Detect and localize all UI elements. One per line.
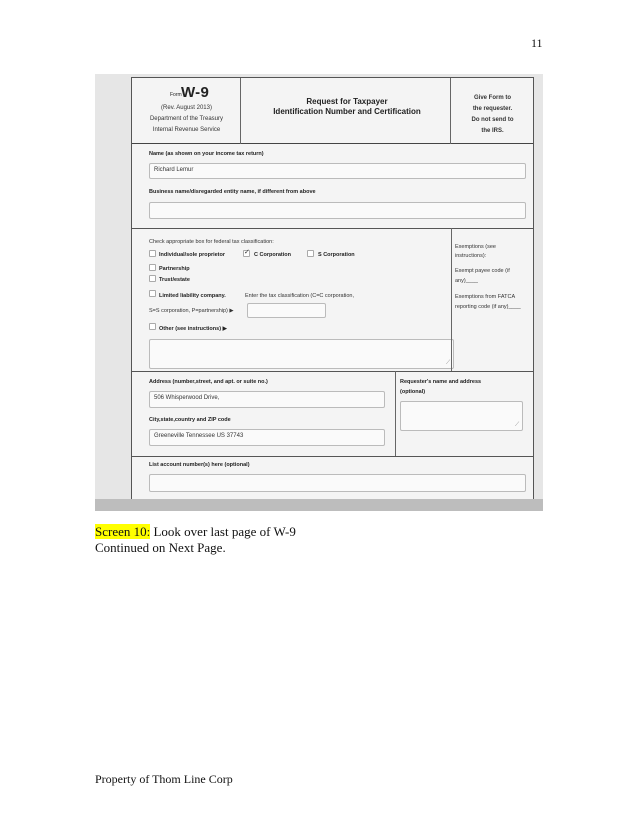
llc-classification-note: S=S corporation, P=partnership) ▶ xyxy=(149,308,234,314)
partnership-checkbox[interactable] xyxy=(149,264,156,271)
llc-note: Enter the tax classification (C=C corporation, xyxy=(245,293,354,299)
exemptions-label: Exemptions (see xyxy=(455,244,496,250)
screen-description: Look over last page of W-9 xyxy=(150,524,296,539)
trust-estate-checkbox[interactable] xyxy=(149,275,156,282)
account-label: List account number(s) here (optional) xyxy=(149,462,250,468)
address-label: Address (number,street, and apt. or suite no.) xyxy=(149,379,268,385)
exemptions-instructions: instructions): xyxy=(455,253,487,259)
llc-label: Limited liability company. xyxy=(159,293,226,299)
s-corporation-label: S Corporation xyxy=(318,252,355,258)
resize-grip-icon[interactable]: ⟋ xyxy=(446,360,451,366)
exempt-payee-code: any)____ xyxy=(455,278,478,284)
screen-label: Screen 10: xyxy=(95,524,151,539)
resize-grip-icon[interactable]: ⟋ xyxy=(515,422,520,428)
fatca-label: Exemptions from FATCA xyxy=(455,294,516,300)
give-form-note: Give Form to the requester. Do not send to the IRS. xyxy=(450,78,533,144)
caption-line-1 xyxy=(95,524,296,540)
llc-classification-input[interactable] xyxy=(247,303,326,318)
requester-divider xyxy=(395,371,396,456)
fatca-code: reporting code (if any)____ xyxy=(455,304,521,310)
exemptions-divider xyxy=(451,228,452,371)
page-number: 11 xyxy=(531,36,543,50)
address-input[interactable]: 506 Whisperwood Drive, xyxy=(149,391,385,408)
individual-checkbox[interactable] xyxy=(149,250,156,257)
caption xyxy=(95,524,296,556)
c-corporation-label: C Corporation xyxy=(254,252,291,258)
requester-optional: (optional) xyxy=(400,389,426,395)
name-label: Name (as shown on your income tax return) xyxy=(149,151,264,157)
form-title: Request for Taxpayer Identification Number and Certification xyxy=(273,97,421,116)
other-description-input[interactable] xyxy=(149,339,454,369)
name-input[interactable]: Richard Lemur xyxy=(149,163,526,179)
page-footer: Property of Thom Line Corp xyxy=(95,772,233,786)
section-divider xyxy=(132,371,533,372)
form-id-block xyxy=(132,78,241,144)
partnership-label: Partnership xyxy=(159,266,190,272)
classification-label: Check appropriate box for federal tax classification: xyxy=(149,239,274,245)
form-irs: Internal Revenue Service xyxy=(152,127,221,133)
s-corporation-checkbox[interactable] xyxy=(307,250,314,257)
form-header xyxy=(132,78,533,144)
form-department: Department of the Treasury xyxy=(149,116,224,122)
screenshot-bottom-bar xyxy=(95,499,543,511)
city-input[interactable]: Greeneville Tennessee US 37743 xyxy=(149,429,385,446)
llc-checkbox[interactable] xyxy=(149,290,156,297)
account-input[interactable] xyxy=(149,474,526,492)
w9-form xyxy=(131,77,534,501)
city-label: City,state,country and ZIP code xyxy=(149,417,231,423)
section-divider xyxy=(132,456,533,457)
form-revision: (Rev. August 2013) xyxy=(161,105,212,111)
form-word: Form xyxy=(170,92,182,98)
business-name-label: Business name/disregarded entity name, if different from above xyxy=(149,189,316,195)
other-checkbox[interactable] xyxy=(149,323,156,330)
other-label: Other (see instructions) ▶ xyxy=(159,326,227,332)
requester-label: Requester's name and address xyxy=(400,379,482,385)
section-divider xyxy=(132,228,533,229)
form-number: W-9 xyxy=(181,84,210,101)
c-corporation-checkbox[interactable] xyxy=(243,250,250,257)
exempt-payee-label: Exempt payee code (if xyxy=(455,268,510,274)
trust-estate-label: Trust/estate xyxy=(159,277,190,283)
business-name-input[interactable] xyxy=(149,202,526,219)
individual-label: Individual/sole proprietor xyxy=(159,252,226,258)
continued-note: Continued on Next Page. xyxy=(95,540,226,555)
requester-input[interactable] xyxy=(400,401,523,431)
